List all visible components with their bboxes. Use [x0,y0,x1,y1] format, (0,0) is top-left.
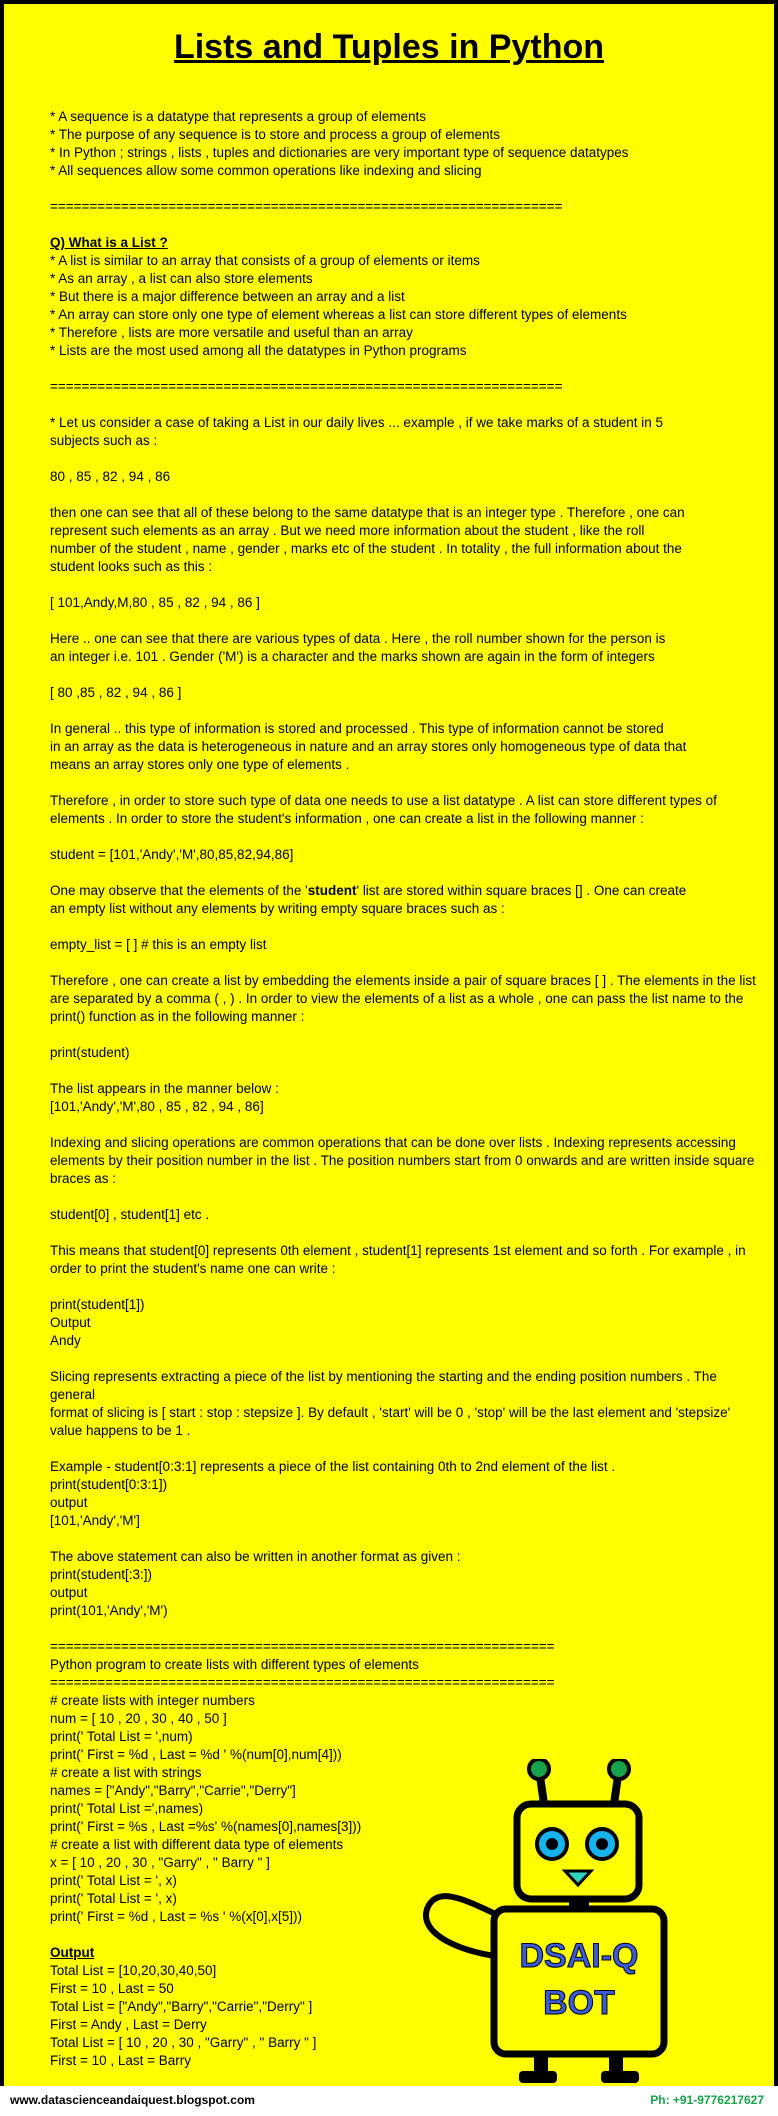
article-sheet [4,4,774,2086]
output-label: output [50,1585,88,1600]
paragraph-line: in an array as the data is heterogeneous in nature and an array stores only homogeneous type of data that [50,739,687,754]
code-line: # create a list with strings [50,1765,202,1780]
paragraph-line: This means that student[0] represents 0th element , student[1] represents 1st element and so forth . For example , in [50,1243,746,1258]
footer-bar [0,2086,778,2116]
output-line: First = 10 , Last = Barry [50,2053,192,2068]
output-line: Andy [50,1333,81,1348]
code-line: print(' First = %d , Last = %s ' %(x[0],x[5])) [50,1909,302,1924]
bot-label-line2: BOT [543,1984,615,2022]
code-line: x = [ 10 , 20 , 30 , "Garry" , " Barry " ] [50,1855,270,1870]
output-line: Total List = [ 10 , 20 , 30 , "Garry" , " Barry " ] [50,2035,317,2050]
intro-line: * The purpose of any sequence is to store and process a group of elements [50,127,501,142]
list-heading: Q) What is a List ? [50,235,168,250]
robot-body-icon [494,1909,664,2054]
output-line: Total List = [10,20,30,40,50] [50,1963,217,1978]
list-point: * Therefore , lists are more versatile and useful than an array [50,325,413,340]
separator: ================================================================ [50,1639,555,1654]
paragraph-line: means an array stores only one type of elements . [50,757,350,772]
paragraph-line: subjects such as : [50,433,158,448]
code-line: num = [ 10 , 20 , 30 , 40 , 50 ] [50,1711,227,1726]
separator: ================================================================= [50,199,563,214]
antenna-ball-left-icon [529,1759,549,1779]
output-label: output [50,1495,88,1510]
page-title: Lists and Tuples in Python [173,28,605,66]
intro-line: * A sequence is a datatype that represents a group of elements [50,109,426,124]
intro-line: * In Python ; strings , lists , tuples and dictionaries are very important type of sequence datatypes [50,145,629,160]
paragraph-line: student looks such as this : [50,559,213,574]
bot-label-line1: DSAI-Q [519,1937,639,1975]
paragraph-line: are separated by a comma ( , ) . In order to view the elements of a list as a whole , one can pass the list name to the [50,991,744,1006]
code-line: print(' First = %d , Last = %d ' %(num[0],num[4])) [50,1747,342,1762]
output-line: print(101,'Andy','M') [50,1603,168,1618]
output-line: Total List = ["Andy","Barry","Carrie","Derry" ] [50,1999,313,2014]
paragraph-line: braces as : [50,1171,117,1186]
paragraph-line: Slicing represents extracting a piece of the list by mentioning the starting and the ending position numbers . The general [50,1369,717,1402]
robot-foot-left-icon [519,2071,557,2083]
paragraph-line: then one can see that all of these belong to the same datatype that is an integer type . Therefore , one can [50,505,685,520]
paragraph-line: Therefore , in order to store such type of data one needs to use a list datatype . A list can store different types of [50,793,717,808]
separator: ================================================================ [50,1675,555,1690]
output-line: First = Andy , Last = Derry [50,2017,207,2032]
paragraph-line: order to print the student's name one can write : [50,1261,336,1276]
paragraph-line: The above statement can also be written in another format as given : [50,1549,461,1564]
program-title: Python program to create lists with different types of elements [50,1657,419,1672]
antenna-ball-right-icon [609,1759,629,1779]
paragraph-line: Here .. one can see that there are various types of data . Here , the roll number shown for the person is [50,631,666,646]
separator: ================================================================= [50,379,563,394]
code-line: names = ["Andy","Barry","Carrie","Derry"] [50,1783,296,1798]
paragraph-line: The list appears in the manner below : [50,1081,279,1096]
paragraph-line: an integer i.e. 101 . Gender ('M') is a character and the marks shown are again in the form of integers [50,649,655,664]
list-point: * As an array , a list can also store elements [50,271,313,286]
marks-example: 80 , 85 , 82 , 94 , 86 [50,469,171,484]
code-line: # create lists with integer numbers [50,1693,255,1708]
robot-foot-right-icon [601,2071,639,2083]
paragraph-line: Therefore , one can create a list by embedding the elements inside a pair of square braces [ ] . The elements in the list [50,973,756,988]
list-point: * An array can store only one type of element whereas a list can store different types of elements [50,307,627,322]
intro-line: * All sequences allow some common operations like indexing and slicing [50,163,482,178]
phone-number: Ph: +91-9776217627 [650,2093,764,2107]
paragraph-line: Indexing and slicing operations are common operations that can be done over lists . Indexing represents accessing [50,1135,736,1150]
output-line: [101,'Andy','M'] [50,1513,140,1528]
code-line: student[0] , student[1] etc . [50,1207,210,1222]
output-line: First = 10 , Last = 50 [50,1981,174,1996]
paragraph-line: value happens to be 1 . [50,1423,191,1438]
code-line: student = [101,'Andy','M',80,85,82,94,86] [50,847,294,862]
paragraph-line: In general .. this type of information is stored and processed . This type of information cannot be stored [50,721,664,736]
code-line: print(' Total List = ', x) [50,1873,177,1888]
paragraph-line: elements . In order to store the student's information , one can create a list in the following manner : [50,811,644,826]
code-line: print(' Total List =',names) [50,1801,204,1816]
code-line: # create a list with different data type of elements [50,1837,344,1852]
output-line: [101,'Andy','M',80 , 85 , 82 , 94 , 86] [50,1099,264,1114]
code-line: print(student[1]) [50,1297,145,1312]
paragraph-line: * Let us consider a case of taking a List in our daily lives ... example , if we take marks of a student in 5 [50,415,664,430]
record-example: [ 101,Andy,M,80 , 85 , 82 , 94 , 86 ] [50,595,260,610]
list-point: * Lists are the most used among all the datatypes in Python programs [50,343,467,358]
code-line: print(' Total List = ',num) [50,1729,193,1744]
paragraph-line: format of slicing is [ start : stop : stepsize ]. By default , 'start' will be 0 , 'stop' will be the last element and 'stepsize' [50,1405,731,1420]
paragraph-line: Example - student[0:3:1] represents a piece of the list containing 0th to 2nd element of the list . [50,1459,616,1474]
record-example: [ 80 ,85 , 82 , 94 , 86 ] [50,685,182,700]
code-line: print(' Total List = ', x) [50,1891,177,1906]
list-point: * A list is similar to an array that consists of a group of elements or items [50,253,480,268]
paragraph-line: elements by their position number in the list . The position numbers start from 0 onwards and are written inside square [50,1153,755,1168]
paragraph-line: print() function as in the following manner : [50,1009,305,1024]
paragraph-line: One may observe that the elements of the 'student' list are stored within square braces [] . One can create [50,883,687,898]
code-line: print(' First = %s , Last =%s' %(names[0],names[3])) [50,1819,362,1834]
paragraph-line: number of the student , name , gender , marks etc of the student . In totality , the full information about the [50,541,682,556]
list-point: * But there is a major difference between an array and a list [50,289,405,304]
paragraph-line: an empty list without any elements by writing empty square braces such as : [50,901,505,916]
blog-url[interactable]: www.datascienceandaiquest.blogspot.com [10,2093,255,2107]
code-line: print(student[0:3:1]) [50,1477,168,1492]
code-line: empty_list = [ ] # this is an empty list [50,937,267,952]
output-heading: Output [50,1945,95,1960]
robot-mascot-illustration [419,1759,774,2089]
code-line: print(student[:3:]) [50,1567,153,1582]
code-line: print(student) [50,1045,130,1060]
paragraph-line: represent such elements as an array . But we need more information about the student , like the roll [50,523,645,538]
output-label: Output [50,1315,91,1330]
